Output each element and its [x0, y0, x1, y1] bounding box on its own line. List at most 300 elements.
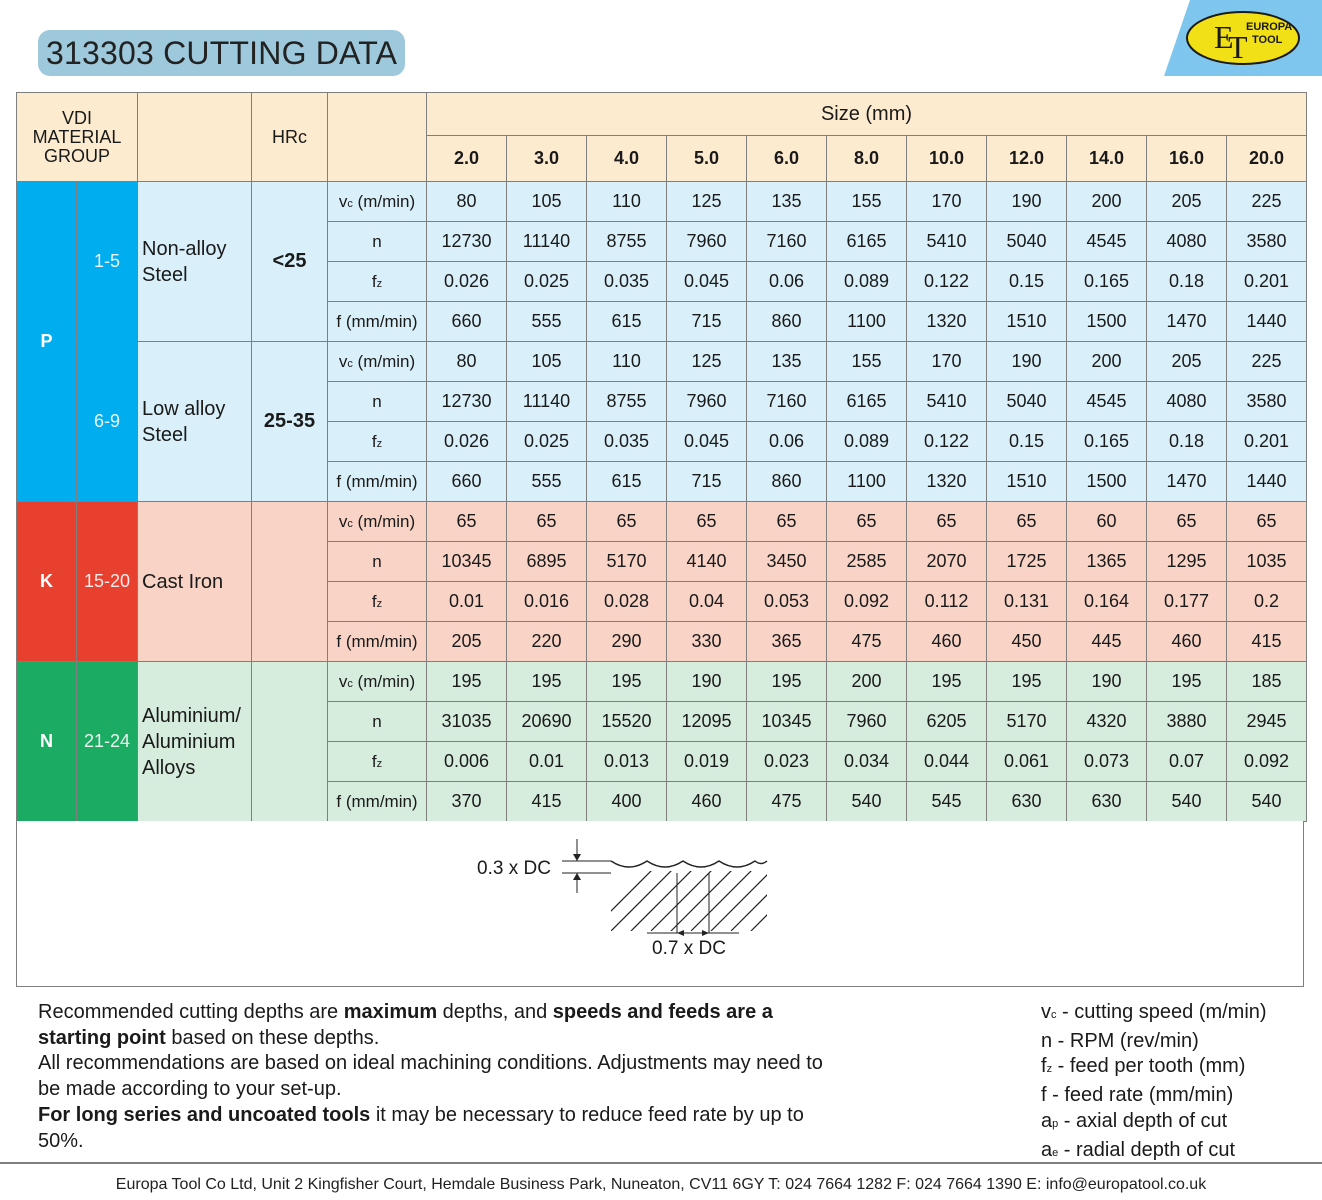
- value-cell: 630: [987, 782, 1067, 822]
- value-cell: 415: [1227, 622, 1307, 662]
- company-footer: Europa Tool Co Ltd, Unit 2 Kingfisher Court, Hemdale Business Park, Nuneaton, CV11 6GY T: 024 7664 1282 F: 024 7664 1390 E: info@europatool.co.uk: [115, 1176, 1207, 1193]
- value-cell: 4545: [1067, 222, 1147, 262]
- value-cell: 8755: [587, 222, 667, 262]
- value-cell: 0.122: [907, 262, 987, 302]
- value-cell: 0.023: [747, 742, 827, 782]
- size-cell: 4.0: [587, 136, 667, 182]
- value-cell: 0.089: [827, 262, 907, 302]
- legend-item: [1041, 1109, 1311, 1138]
- value-cell: 0.112: [907, 582, 987, 622]
- value-cell: 2585: [827, 542, 907, 582]
- value-cell: 0.092: [827, 582, 907, 622]
- value-cell: 0.201: [1227, 422, 1307, 462]
- depth-of-cut-diagram: [16, 821, 1304, 987]
- value-cell: 630: [1067, 782, 1147, 822]
- value-cell: 0.019: [667, 742, 747, 782]
- material-line: Aluminium/: [142, 704, 241, 727]
- value-cell: 660: [427, 302, 507, 342]
- value-cell: 65: [667, 502, 747, 542]
- value-cell: 545: [907, 782, 987, 822]
- value-cell: 225: [1227, 182, 1307, 222]
- hrc-value: 25-35: [252, 342, 328, 502]
- value-cell: 2070: [907, 542, 987, 582]
- value-cell: 225: [1227, 342, 1307, 382]
- value-cell: 195: [587, 662, 667, 702]
- value-cell: 6895: [507, 542, 587, 582]
- note-bold: For long series and uncoated tools: [38, 1103, 371, 1126]
- value-cell: 3580: [1227, 222, 1307, 262]
- value-cell: 460: [907, 622, 987, 662]
- param-symbol: f (mm/min): [336, 311, 418, 331]
- param-symbol: n: [372, 551, 382, 571]
- size-cell: 6.0: [747, 136, 827, 182]
- value-cell: 1100: [827, 302, 907, 342]
- symbol-legend: [1041, 1000, 1311, 1166]
- header-row: [17, 93, 1307, 136]
- param-row-p: [17, 342, 1307, 382]
- value-cell: 0.045: [667, 422, 747, 462]
- size-cell: 20.0: [1227, 136, 1307, 182]
- value-cell: 0.013: [587, 742, 667, 782]
- note-text: depths, and: [437, 1001, 553, 1023]
- value-cell: 0.016: [507, 582, 587, 622]
- size-header: Size (mm): [427, 93, 1307, 136]
- footer-divider: [0, 1162, 1322, 1164]
- value-cell: 135: [747, 182, 827, 222]
- value-cell: 195: [747, 662, 827, 702]
- value-cell: 170: [907, 342, 987, 382]
- value-cell: 715: [667, 462, 747, 502]
- value-cell: 4320: [1067, 702, 1147, 742]
- size-cell: 12.0: [987, 136, 1067, 182]
- value-cell: 0.04: [667, 582, 747, 622]
- value-cell: 1470: [1147, 302, 1227, 342]
- value-cell: 0.164: [1067, 582, 1147, 622]
- param-header: [328, 93, 427, 182]
- value-cell: 65: [507, 502, 587, 542]
- note-text: Recommended cutting depths are: [38, 1001, 344, 1023]
- param-symbol: v: [338, 511, 348, 531]
- value-cell: 220: [507, 622, 587, 662]
- value-cell: 190: [987, 182, 1067, 222]
- material-line: Non-alloy: [142, 237, 227, 260]
- legend-subscript: e: [1052, 1146, 1059, 1159]
- legend-symbol: f: [1041, 1055, 1047, 1078]
- value-cell: 0.15: [987, 262, 1067, 302]
- value-cell: 365: [747, 622, 827, 662]
- value-cell: 0.165: [1067, 422, 1147, 462]
- svg-text:T: T: [1228, 29, 1248, 65]
- legend-subscript: z: [1046, 1063, 1053, 1076]
- value-cell: 0.034: [827, 742, 907, 782]
- svg-text:EUROPA: EUROPA: [1246, 21, 1293, 33]
- material-header: [138, 93, 252, 182]
- value-cell: 0.035: [587, 422, 667, 462]
- note-bold: maximum: [343, 1001, 438, 1023]
- value-cell: 65: [1147, 502, 1227, 542]
- value-cell: 0.201: [1227, 262, 1307, 302]
- param-symbol: v: [338, 671, 348, 691]
- vdi-header-line: VDI: [61, 107, 92, 128]
- value-cell: 205: [1147, 342, 1227, 382]
- material-line: Low alloy: [142, 397, 226, 420]
- param-unit: (m/min): [352, 671, 416, 691]
- param-label: [328, 462, 427, 502]
- iso-group-p: P: [17, 182, 77, 502]
- material-name: [138, 662, 252, 822]
- legend-text: - feed per tooth (mm): [1052, 1055, 1246, 1078]
- value-cell: 0.061: [987, 742, 1067, 782]
- value-cell: 4080: [1147, 382, 1227, 422]
- param-subscript: z: [376, 757, 383, 770]
- europa-tool-logo: [1164, 0, 1322, 76]
- value-cell: 0.06: [747, 422, 827, 462]
- param-unit: (m/min): [352, 351, 416, 371]
- param-row-k: [17, 502, 1307, 542]
- legend-text: - RPM (rev/min): [1052, 1029, 1199, 1052]
- value-cell: 2945: [1227, 702, 1307, 742]
- value-cell: 555: [507, 302, 587, 342]
- value-cell: 0.026: [427, 422, 507, 462]
- size-cell: 8.0: [827, 136, 907, 182]
- vdi-header-line: MATERIAL: [32, 126, 122, 147]
- size-cell: 3.0: [507, 136, 587, 182]
- iso-group-n: N: [17, 662, 77, 822]
- value-cell: 5170: [987, 702, 1067, 742]
- value-cell: 7160: [747, 382, 827, 422]
- radial-depth-label: 0.7 x DC: [652, 938, 726, 959]
- value-cell: 7160: [747, 222, 827, 262]
- value-cell: 0.028: [587, 582, 667, 622]
- material-line: Steel: [142, 263, 188, 286]
- value-cell: 65: [427, 502, 507, 542]
- value-cell: 3450: [747, 542, 827, 582]
- value-cell: 6205: [907, 702, 987, 742]
- material-line: Aluminium: [142, 730, 236, 753]
- value-cell: 105: [507, 182, 587, 222]
- vdi-range: 15-20: [77, 502, 138, 662]
- value-cell: 195: [1147, 662, 1227, 702]
- material-line: Steel: [142, 423, 188, 446]
- value-cell: 860: [747, 302, 827, 342]
- value-cell: 65: [587, 502, 667, 542]
- value-cell: 31035: [427, 702, 507, 742]
- recommendation-notes: [38, 1000, 838, 1154]
- value-cell: 370: [427, 782, 507, 822]
- value-cell: 475: [747, 782, 827, 822]
- value-cell: 7960: [667, 222, 747, 262]
- value-cell: 5410: [907, 222, 987, 262]
- param-subscript: z: [376, 597, 383, 610]
- note-bold: speeds and feeds are a starting point: [38, 1001, 773, 1049]
- hrc-value: [252, 502, 328, 662]
- value-cell: 200: [1067, 182, 1147, 222]
- param-label: [328, 302, 427, 342]
- material-line: Alloys: [142, 756, 196, 779]
- value-cell: 400: [587, 782, 667, 822]
- legend-text: - cutting speed (m/min): [1056, 1001, 1267, 1023]
- param-symbol: f (mm/min): [336, 791, 418, 811]
- cut-profile-drawing: [17, 821, 1305, 987]
- value-cell: 110: [587, 182, 667, 222]
- value-cell: 415: [507, 782, 587, 822]
- value-cell: 205: [427, 622, 507, 662]
- value-cell: 0.053: [747, 582, 827, 622]
- param-subscript: c: [347, 517, 353, 530]
- value-cell: 715: [667, 302, 747, 342]
- value-cell: 200: [1067, 342, 1147, 382]
- value-cell: 1100: [827, 462, 907, 502]
- param-subscript: c: [347, 677, 353, 690]
- legend-text: - axial depth of cut: [1058, 1109, 1228, 1132]
- value-cell: 0.025: [507, 262, 587, 302]
- value-cell: 0.18: [1147, 262, 1227, 302]
- param-label: [328, 582, 427, 622]
- value-cell: 11140: [507, 382, 587, 422]
- value-cell: 1440: [1227, 462, 1307, 502]
- value-cell: 0.15: [987, 422, 1067, 462]
- value-cell: 4140: [667, 542, 747, 582]
- value-cell: 65: [987, 502, 1067, 542]
- material-name: [138, 502, 252, 662]
- value-cell: 185: [1227, 662, 1307, 702]
- value-cell: 5170: [587, 542, 667, 582]
- value-cell: 460: [1147, 622, 1227, 662]
- legend-text: - radial depth of cut: [1058, 1138, 1236, 1161]
- legend-symbol: a: [1041, 1109, 1053, 1132]
- param-label: [328, 262, 427, 302]
- value-cell: 155: [827, 182, 907, 222]
- value-cell: 195: [987, 662, 1067, 702]
- param-label: [328, 702, 427, 742]
- param-unit: (m/min): [352, 511, 416, 531]
- value-cell: 0.01: [427, 582, 507, 622]
- value-cell: 0.06: [747, 262, 827, 302]
- value-cell: 195: [427, 662, 507, 702]
- value-cell: 195: [907, 662, 987, 702]
- value-cell: 540: [1227, 782, 1307, 822]
- value-cell: 0.044: [907, 742, 987, 782]
- value-cell: 20690: [507, 702, 587, 742]
- size-cell: 5.0: [667, 136, 747, 182]
- value-cell: 615: [587, 302, 667, 342]
- svg-text:E: E: [1214, 19, 1234, 55]
- vdi-range: 6-9: [77, 342, 138, 502]
- value-cell: 330: [667, 622, 747, 662]
- vdi-header-line: GROUP: [43, 145, 110, 166]
- value-cell: 12095: [667, 702, 747, 742]
- size-cell: 2.0: [427, 136, 507, 182]
- value-cell: 65: [747, 502, 827, 542]
- value-cell: 135: [747, 342, 827, 382]
- value-cell: 4080: [1147, 222, 1227, 262]
- value-cell: 105: [507, 342, 587, 382]
- note-text: based on these depths.: [165, 1026, 380, 1049]
- cutting-data-table: [16, 92, 1307, 822]
- param-subscript: c: [347, 357, 353, 370]
- param-unit: (m/min): [352, 191, 416, 211]
- value-cell: 155: [827, 342, 907, 382]
- param-label: [328, 622, 427, 662]
- value-cell: 190: [987, 342, 1067, 382]
- value-cell: 540: [827, 782, 907, 822]
- value-cell: 0.035: [587, 262, 667, 302]
- value-cell: 6165: [827, 222, 907, 262]
- value-cell: 1440: [1227, 302, 1307, 342]
- value-cell: 0.2: [1227, 582, 1307, 622]
- value-cell: 555: [507, 462, 587, 502]
- param-symbol: f: [371, 431, 377, 451]
- value-cell: 125: [667, 342, 747, 382]
- value-cell: 0.026: [427, 262, 507, 302]
- value-cell: 0.092: [1227, 742, 1307, 782]
- value-cell: 5040: [987, 222, 1067, 262]
- value-cell: 190: [1067, 662, 1147, 702]
- value-cell: 12730: [427, 382, 507, 422]
- svg-text:TOOL: TOOL: [1252, 34, 1283, 46]
- value-cell: 195: [507, 662, 587, 702]
- value-cell: 0.18: [1147, 422, 1227, 462]
- vdi-range: 1-5: [77, 182, 138, 342]
- value-cell: 10345: [747, 702, 827, 742]
- param-symbol: f: [371, 271, 377, 291]
- param-label: [328, 662, 427, 702]
- legend-item: [1041, 1000, 1311, 1029]
- value-cell: 1510: [987, 462, 1067, 502]
- size-cell: 10.0: [907, 136, 987, 182]
- value-cell: 0.045: [667, 262, 747, 302]
- size-cell: 14.0: [1067, 136, 1147, 182]
- value-cell: 6165: [827, 382, 907, 422]
- param-symbol: v: [338, 351, 348, 371]
- value-cell: 15520: [587, 702, 667, 742]
- value-cell: 3880: [1147, 702, 1227, 742]
- value-cell: 0.122: [907, 422, 987, 462]
- param-label: [328, 542, 427, 582]
- param-label: [328, 222, 427, 262]
- value-cell: 3580: [1227, 382, 1307, 422]
- value-cell: 1500: [1067, 302, 1147, 342]
- value-cell: 190: [667, 662, 747, 702]
- value-cell: 1510: [987, 302, 1067, 342]
- value-cell: 170: [907, 182, 987, 222]
- material-line: Cast Iron: [142, 570, 224, 593]
- value-cell: 1725: [987, 542, 1067, 582]
- value-cell: 110: [587, 342, 667, 382]
- param-label: [328, 342, 427, 382]
- param-label: [328, 742, 427, 782]
- param-subscript: c: [347, 197, 353, 210]
- legend-item: [1041, 1054, 1311, 1083]
- legend-symbol: a: [1041, 1138, 1053, 1161]
- value-cell: 475: [827, 622, 907, 662]
- value-cell: 0.177: [1147, 582, 1227, 622]
- value-cell: 450: [987, 622, 1067, 662]
- hrc-header: HRc: [252, 93, 328, 182]
- value-cell: 0.131: [987, 582, 1067, 622]
- value-cell: 80: [427, 182, 507, 222]
- value-cell: 615: [587, 462, 667, 502]
- value-cell: 0.006: [427, 742, 507, 782]
- value-cell: 0.025: [507, 422, 587, 462]
- param-label: [328, 182, 427, 222]
- param-symbol: n: [372, 231, 382, 251]
- value-cell: 7960: [827, 702, 907, 742]
- value-cell: 8755: [587, 382, 667, 422]
- param-row-n: [17, 662, 1307, 702]
- param-label: [328, 782, 427, 822]
- value-cell: 0.089: [827, 422, 907, 462]
- param-subscript: z: [376, 277, 383, 290]
- value-cell: 540: [1147, 782, 1227, 822]
- value-cell: 1500: [1067, 462, 1147, 502]
- param-symbol: n: [372, 711, 382, 731]
- value-cell: 0.07: [1147, 742, 1227, 782]
- legend-symbol: v: [1041, 1001, 1051, 1023]
- iso-group-k: K: [17, 502, 77, 662]
- axial-depth-label: 0.3 x DC: [477, 858, 551, 879]
- note-text: it may be necessary to reduce feed rate by up to 50%.: [38, 1103, 804, 1152]
- value-cell: 0.073: [1067, 742, 1147, 782]
- param-symbol: f: [371, 591, 377, 611]
- param-symbol: f (mm/min): [336, 631, 418, 651]
- value-cell: 460: [667, 782, 747, 822]
- legend-subscript: c: [1051, 1009, 1057, 1021]
- legend-item: [1041, 1029, 1311, 1055]
- value-cell: 1320: [907, 302, 987, 342]
- value-cell: 65: [1227, 502, 1307, 542]
- legend-symbol: f: [1041, 1084, 1047, 1107]
- value-cell: 11140: [507, 222, 587, 262]
- value-cell: 1365: [1067, 542, 1147, 582]
- value-cell: 80: [427, 342, 507, 382]
- value-cell: 860: [747, 462, 827, 502]
- hrc-value: <25: [252, 182, 328, 342]
- material-name: [138, 342, 252, 502]
- value-cell: 1470: [1147, 462, 1227, 502]
- value-cell: 5410: [907, 382, 987, 422]
- value-cell: 1320: [907, 462, 987, 502]
- param-label: [328, 382, 427, 422]
- value-cell: 4545: [1067, 382, 1147, 422]
- legend-subscript: p: [1052, 1117, 1059, 1130]
- value-cell: 12730: [427, 222, 507, 262]
- value-cell: 7960: [667, 382, 747, 422]
- note-text: All recommendations are based on ideal machining conditions. Adjustments may need to be made according to your set-up.: [38, 1052, 823, 1101]
- param-symbol: n: [372, 391, 382, 411]
- value-cell: 1295: [1147, 542, 1227, 582]
- vdi-group-header: [17, 93, 138, 182]
- value-cell: 60: [1067, 502, 1147, 542]
- param-symbol: f (mm/min): [336, 471, 418, 491]
- param-symbol: f: [371, 751, 377, 771]
- value-cell: 205: [1147, 182, 1227, 222]
- page-title: 313303 CUTTING DATA: [38, 30, 405, 76]
- legend-symbol: n: [1041, 1029, 1053, 1052]
- param-label: [328, 422, 427, 462]
- value-cell: 660: [427, 462, 507, 502]
- legend-text: - feed rate (mm/min): [1046, 1084, 1234, 1107]
- param-row-p: [17, 182, 1307, 222]
- value-cell: 65: [907, 502, 987, 542]
- hrc-value: [252, 662, 328, 822]
- param-label: [328, 502, 427, 542]
- size-cell: 16.0: [1147, 136, 1227, 182]
- value-cell: 0.165: [1067, 262, 1147, 302]
- value-cell: 200: [827, 662, 907, 702]
- material-name: [138, 182, 252, 342]
- value-cell: 65: [827, 502, 907, 542]
